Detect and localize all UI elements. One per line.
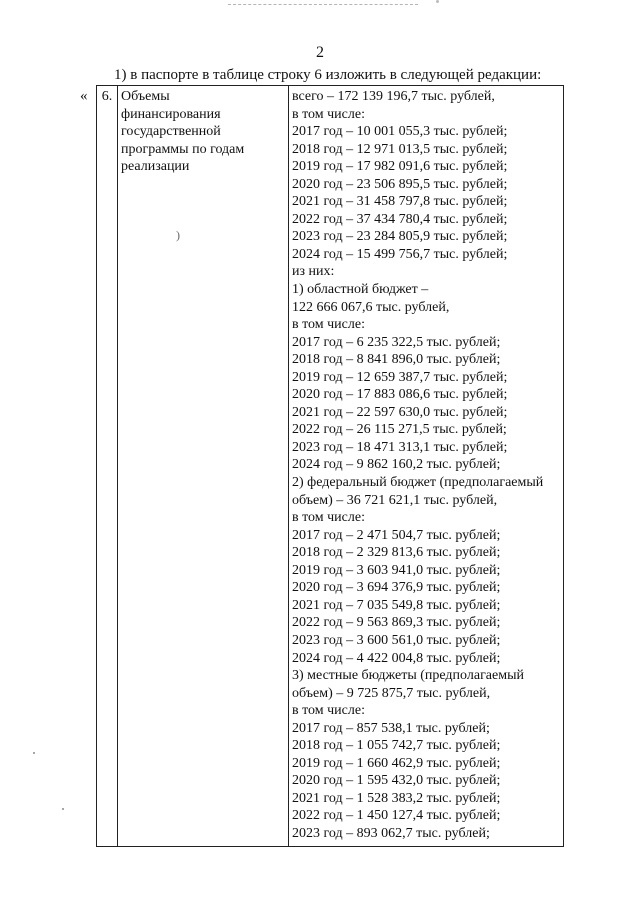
value-line: 2024 год – 4 422 004,8 тыс. рублей; [292,650,501,666]
value-line: 122 666 067,6 тыс. рублей, [292,299,450,315]
value-line: 2023 год – 18 471 313,1 тыс. рублей; [292,439,508,455]
value-line: в том числе: [292,703,365,719]
value-line: 2017 год – 857 538,1 тыс. рублей; [292,720,490,736]
row-name-line: государственной [121,124,221,140]
value-line: 2018 год – 2 329 813,6 тыс. рублей; [292,545,501,561]
value-line: 2023 год – 23 284 805,9 тыс. рублей; [292,229,508,245]
value-line: 2020 год – 1 595 432,0 тыс. рублей; [292,773,501,789]
value-line: 2021 год – 22 597 630,0 тыс. рублей; [292,404,508,420]
value-line: 3) местные бюджеты (предполагаемый [292,668,524,684]
value-line: 2022 год – 26 115 271,5 тыс. рублей; [292,422,507,438]
row-name-cell [118,86,289,847]
value-line: в том числе: [292,510,365,526]
row-values-cell [289,86,564,847]
value-line: 2024 год – 9 862 160,2 тыс. рублей; [292,457,501,473]
value-line: 2021 год – 7 035 549,8 тыс. рублей; [292,597,501,613]
row-name-line: Объемы [121,89,170,104]
value-line: объем) – 36 721 621,1 тыс. рублей, [292,492,498,508]
passport-table [96,85,564,847]
value-line: 2019 год – 12 659 387,7 тыс. рублей; [292,369,508,385]
value-line: 2018 год – 12 971 013,5 тыс. рублей; [292,141,508,157]
value-line: 2019 год – 17 982 091,6 тыс. рублей; [292,159,508,175]
opening-quote-mark: « [80,88,88,104]
value-line: 2022 год – 1 450 127,4 тыс. рублей; [292,808,501,824]
value-line: 2018 год – 8 841 896,0 тыс. рублей; [292,352,501,368]
amendment-intro-text: 1) в паспорте в таблице строку 6 изложить в следующей редакции: [114,67,542,83]
value-line: 2024 год – 15 499 756,7 тыс. рублей; [292,246,508,262]
value-line: в том числе: [292,106,365,122]
value-line: 2019 год – 3 603 941,0 тыс. рублей; [292,562,501,578]
value-line: 2022 год – 9 563 869,3 тыс. рублей; [292,615,501,631]
value-line: всего – 172 139 196,7 тыс. рублей, [292,89,495,104]
row-name-line: программы по годам [121,141,245,157]
row-number-cell: 6. [97,86,118,847]
value-line: 2020 год – 23 506 895,5 тыс. рублей; [292,176,508,192]
page-number: 2 [316,44,324,61]
value-line: 2021 год – 1 528 383,2 тыс. рублей; [292,790,501,806]
value-line: 2019 год – 1 660 462,9 тыс. рублей; [292,755,501,771]
value-line: 2) федеральный бюджет (предполагаемый [292,475,544,491]
row-name-line: реализации [121,159,190,175]
value-line: в том числе: [292,317,365,333]
stray-scan-mark: ) [176,228,180,242]
value-line: 2022 год – 37 434 780,4 тыс. рублей; [292,211,508,227]
value-line: 2020 год – 17 883 086,6 тыс. рублей; [292,387,508,403]
scan-artifact-top-dot [436,0,439,3]
value-line: объем) – 9 725 875,7 тыс. рублей, [292,685,491,701]
table-row [97,86,564,847]
value-line: 2020 год – 3 694 376,9 тыс. рублей; [292,580,501,596]
row-name-line: финансирования [121,106,221,122]
value-line: 2017 год – 6 235 322,5 тыс. рублей; [292,334,501,350]
value-line: 2017 год – 10 001 055,3 тыс. рублей; [292,124,508,140]
value-line: 2023 год – 3 600 561,0 тыс. рублей; [292,632,501,648]
value-line: 2018 год – 1 055 742,7 тыс. рублей; [292,738,501,754]
value-line: 2017 год – 2 471 504,7 тыс. рублей; [292,527,501,543]
value-line: 2021 год – 31 458 797,8 тыс. рублей; [292,194,508,210]
value-line: из них: [292,264,335,280]
value-line: 2023 год – 893 062,7 тыс. рублей; [292,825,490,841]
scan-speck [62,808,64,810]
scan-speck [33,752,35,754]
scan-artifact-top-line [228,4,418,5]
value-line: 1) областной бюджет – [292,282,429,298]
